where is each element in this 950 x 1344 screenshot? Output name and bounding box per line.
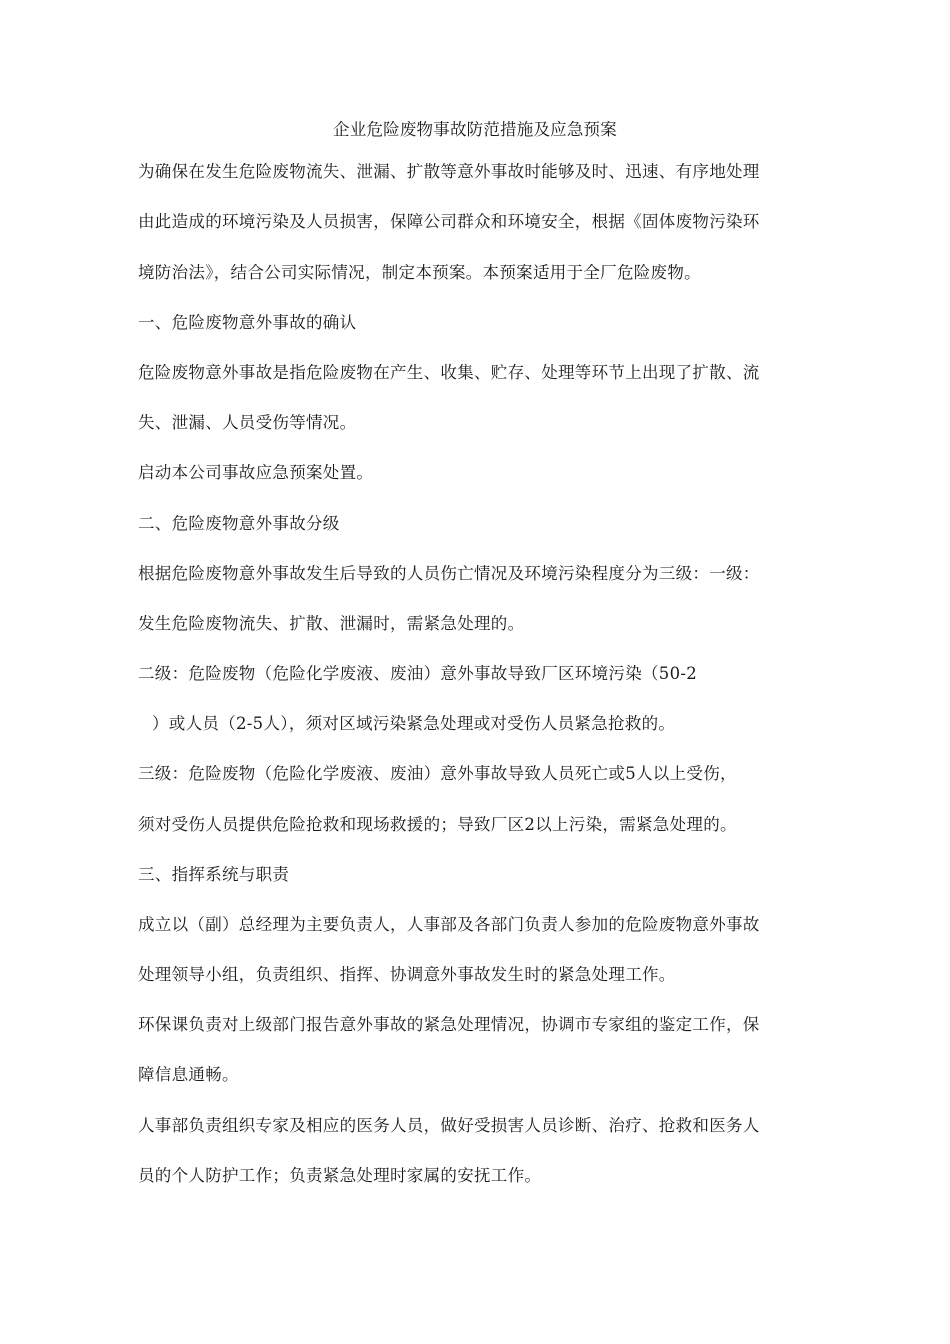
document-title: 企业危险废物事故防范措施及应急预案 — [333, 120, 617, 139]
paragraph-line: 三级：危险废物（危险化学废液、废油）意外事故导致人员死亡或5人以上受伤， — [138, 764, 737, 783]
section-heading: 二、危险废物意外事故分级 — [138, 514, 340, 533]
paragraph-line: 二级：危险废物（危险化学废液、废油）意外事故导致厂区环境污染（50-2 — [138, 664, 698, 683]
paragraph-line: 为确保在发生危险废物流失、泄漏、扩散等意外事故时能够及时、迅速、有序地处理 — [138, 162, 760, 181]
paragraph-line: 境防治法》，结合公司实际情况，制定本预案。本预案适用于全厂危险废物。 — [138, 263, 701, 282]
paragraph-line: 发生危险废物流失、扩散、泄漏时，需紧急处理的。 — [138, 614, 525, 633]
paragraph-line: ）或人员（2-5人），须对区域污染紧急处理或对受伤人员紧急抢救的。 — [152, 714, 676, 733]
paragraph-line: 处理领导小组，负责组织、指挥、协调意外事故发生时的紧急处理工作。 — [138, 965, 676, 984]
paragraph-line: 环保课负责对上级部门报告意外事故的紧急处理情况，协调市专家组的鉴定工作，保 — [138, 1015, 760, 1034]
paragraph-line: 启动本公司事故应急预案处置。 — [138, 463, 374, 482]
paragraph-line: 成立以（副）总经理为主要负责人，人事部及各部门负责人参加的危险废物意外事故 — [138, 915, 760, 934]
paragraph-line: 人事部负责组织专家及相应的医务人员，做好受损害人员诊断、治疗、抢救和医务人 — [138, 1116, 760, 1135]
paragraph-line: 根据危险废物意外事故发生后导致的人员伤亡情况及环境污染程度分为三级：一级： — [138, 564, 760, 583]
paragraph-line: 由此造成的环境污染及人员损害，保障公司群众和环境安全，根据《固体废物污染环 — [138, 212, 760, 231]
paragraph-line: 员的个人防护工作；负责紧急处理时家属的安抚工作。 — [138, 1166, 542, 1185]
section-heading: 三、指挥系统与职责 — [138, 865, 290, 884]
paragraph-line: 失、泄漏、人员受伤等情况。 — [138, 413, 357, 432]
paragraph-line: 危险废物意外事故是指危险废物在产生、收集、贮存、处理等环节上出现了扩散、流 — [138, 363, 760, 382]
section-heading: 一、危险废物意外事故的确认 — [138, 313, 357, 332]
paragraph-line: 障信息通畅。 — [138, 1065, 239, 1084]
paragraph-line: 须对受伤人员提供危险抢救和现场救援的；导致厂区2以上污染，需紧急处理的。 — [138, 815, 737, 834]
